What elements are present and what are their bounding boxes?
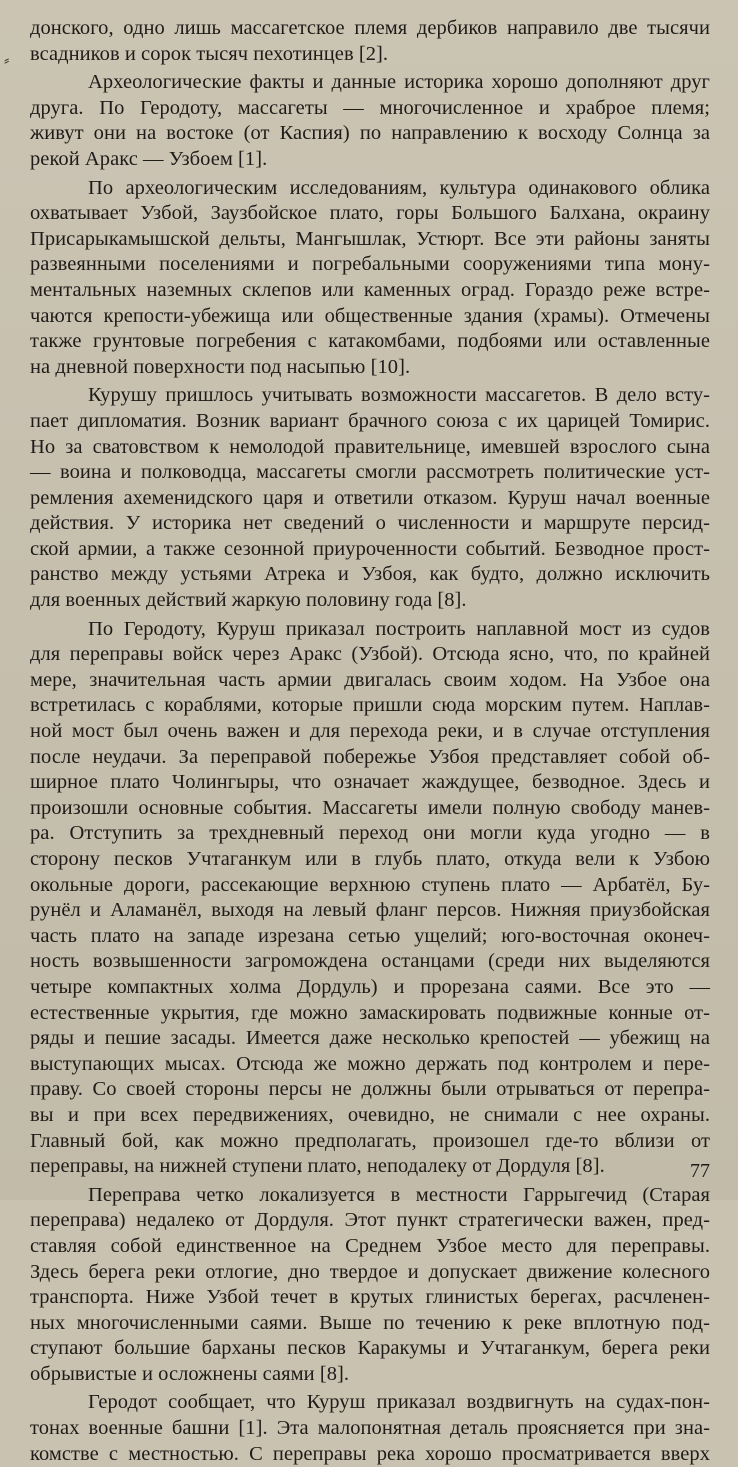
- margin-pencil-mark: ⸗: [4, 52, 10, 69]
- text-line: ряды и пешие засады. Имеется даже несколько крепостей — убежищ на: [30, 1027, 710, 1050]
- text-line: Переправа четко локализуется в местности Гаррыгечид (Старая: [88, 1183, 710, 1206]
- text-line: переправы, на нижней ступени плато, неподалеку от Дордуля [8].: [30, 1155, 605, 1178]
- text-line: ной мост был очень важен и для перехода реки, и в случае отступления: [30, 720, 710, 743]
- text-line: ность возвышенности загромождена останцами (среди них выделяются: [30, 950, 710, 973]
- text-line: мере, значительная часть армии двигалась своим ходом. На Узбое она: [30, 668, 710, 691]
- text-line: переправа) недалеко от Дордуля. Этот пункт стратегически важен, пред-: [30, 1209, 710, 1232]
- paragraph: [30, 1390, 710, 1467]
- text-line: для переправы войск через Аракс (Узбой). Отсюда ясно, что, по крайней: [30, 643, 710, 666]
- text-line: также грунтовые погребения с катакомбами, подбоями или оставленные: [30, 330, 710, 353]
- text-line: транспорта. Ниже Узбой течет в крутых глинистых берегах, расчленен-: [30, 1286, 710, 1309]
- text-line: По археологическим исследованиям, культура одинакового облика: [88, 176, 710, 199]
- text-line: чаются крепости-убежища или общественные здания (храмы). Отмечены: [30, 304, 710, 327]
- text-line: естественные укрытия, где можно замаскировать подвижные конные от-: [30, 1001, 710, 1024]
- text-line: ранство между устьями Атрека и Узбоя, как будто, должно исключить: [30, 563, 710, 586]
- text-line: комстве с местностью. С переправы река хорошо просматривается вверх: [30, 1442, 710, 1465]
- text-line: ширное плато Чолингыры, что означает жаждущее, безводное. Здесь и: [30, 771, 710, 794]
- text-line: Но за сватовством к немолодой правительнице, имевшей взрослого сына: [30, 435, 710, 458]
- text-line: ступают большие барханы песков Каракумы и Учтаганкум, берега реки: [30, 1337, 710, 1360]
- text-line: Археологические факты и данные историка хорошо дополняют друг: [88, 71, 710, 94]
- text-line: ставляя собой единственное на Среднем Узбое место для переправы.: [30, 1234, 710, 1257]
- text-line: четыре компактных холма Дордуль) и прорезана саями. Все это —: [30, 975, 710, 998]
- text-line: окольные дороги, рассекающие верхнюю ступень плато — Арбатёл, Бу-: [30, 873, 710, 896]
- paragraph: [30, 617, 710, 1180]
- text-line: для военных действий жаркую половину года [8].: [30, 589, 467, 612]
- text-line: пает дипломатия. Возник вариант брачного союза с их царицей Томирис.: [30, 409, 710, 432]
- text-line: рунёл и Аламанёл, выходя на левый фланг персов. Нижняя приузбойская: [30, 899, 710, 922]
- text-line: ра. Отступить за трехдневный переход они могли куда угодно — в: [30, 822, 710, 845]
- text-line: тонах военные башни [1]. Эта малопонятная деталь проясняется при зна-: [30, 1417, 710, 1440]
- text-line: действия. У историка нет сведений о численности и маршруте персид-: [30, 512, 710, 535]
- paragraph: [30, 1183, 710, 1388]
- text-line: донского, одно лишь массагетское племя дербиков направило две тысячи: [30, 17, 710, 39]
- page-body-text: [30, 16, 710, 1467]
- text-line: встретилась с кораблями, которые пришли сюда морским путем. Наплав-: [30, 694, 710, 717]
- text-line: обрывистые и осложнены саями [8].: [30, 1362, 350, 1385]
- text-line: ремления ахеменидского царя и ответили отказом. Куруш начал военные: [30, 486, 710, 509]
- text-line: Главный бой, как можно предполагать, произошел где-то вблизи от: [30, 1129, 710, 1152]
- paragraph: [30, 176, 710, 381]
- text-line: ментальных наземных склепов или каменных оград. Гораздо реже встре-: [30, 278, 710, 301]
- text-line: выступающих мысах. Отсюда же можно держать под контролем и пере-: [30, 1052, 710, 1075]
- text-line: вы и при всех передвижениях, очевидно, не снимали с нее охраны.: [30, 1103, 710, 1126]
- paragraph: [30, 383, 710, 613]
- paragraph: [30, 16, 710, 67]
- page-number: 77: [690, 1160, 710, 1182]
- text-line: на дневной поверхности под насыпью [10].: [30, 355, 411, 378]
- text-line: Здесь берега реки отлогие, дно твердое и допускает движение колесного: [30, 1260, 710, 1283]
- text-line: всадников и сорок тысяч пехотинцев [2].: [30, 42, 389, 65]
- text-line: Геродот сообщает, что Куруш приказал воздвигнуть на судах-пон-: [88, 1391, 710, 1414]
- text-line: — воина и полководца, массагеты смогли рассмотреть политические уст-: [30, 461, 710, 484]
- text-line: живут они на востоке (от Каспия) по направлению к восходу Солнца за: [30, 122, 710, 145]
- text-line: Курушу пришлось учитывать возможности массагетов. В дело всту-: [88, 384, 710, 407]
- text-line: рекой Аракс — Узбоем [1].: [30, 147, 268, 170]
- text-line: праву. Со своей стороны персы не должны были отрываться от перепра-: [30, 1078, 710, 1101]
- text-line: ской армии, а также сезонной приуроченности событий. Безводное прост-: [30, 537, 710, 560]
- text-line: часть плато на западе изрезана сетью ущелий; юго-восточная оконеч-: [30, 924, 710, 947]
- text-line: По Геродоту, Куруш приказал построить наплавной мост из судов: [88, 617, 710, 640]
- paragraph: [30, 70, 710, 172]
- text-line: произошли основные события. Массагеты имели полную свободу манев-: [30, 796, 710, 819]
- text-line: охватывает Узбой, Заузбойское плато, горы Большого Балхана, окраину: [30, 202, 710, 225]
- text-line: Присарыкамышской дельты, Мангышлак, Устюрт. Все эти районы заняты: [30, 227, 710, 250]
- text-line: друга. По Геродоту, массагеты — многочисленное и храброе племя;: [30, 96, 710, 119]
- text-line: ных многочисленными саями. Выше по течению к реке вплотную под-: [30, 1311, 710, 1334]
- text-line: сторону песков Учтаганкум или в глубь плато, откуда вели к Узбою: [30, 848, 710, 870]
- text-line: развеянными поселениями и погребальными сооружениями типа мону-: [30, 253, 710, 276]
- text-line: после неудачи. За переправой побережье Узбоя представляет собой об-: [30, 745, 710, 768]
